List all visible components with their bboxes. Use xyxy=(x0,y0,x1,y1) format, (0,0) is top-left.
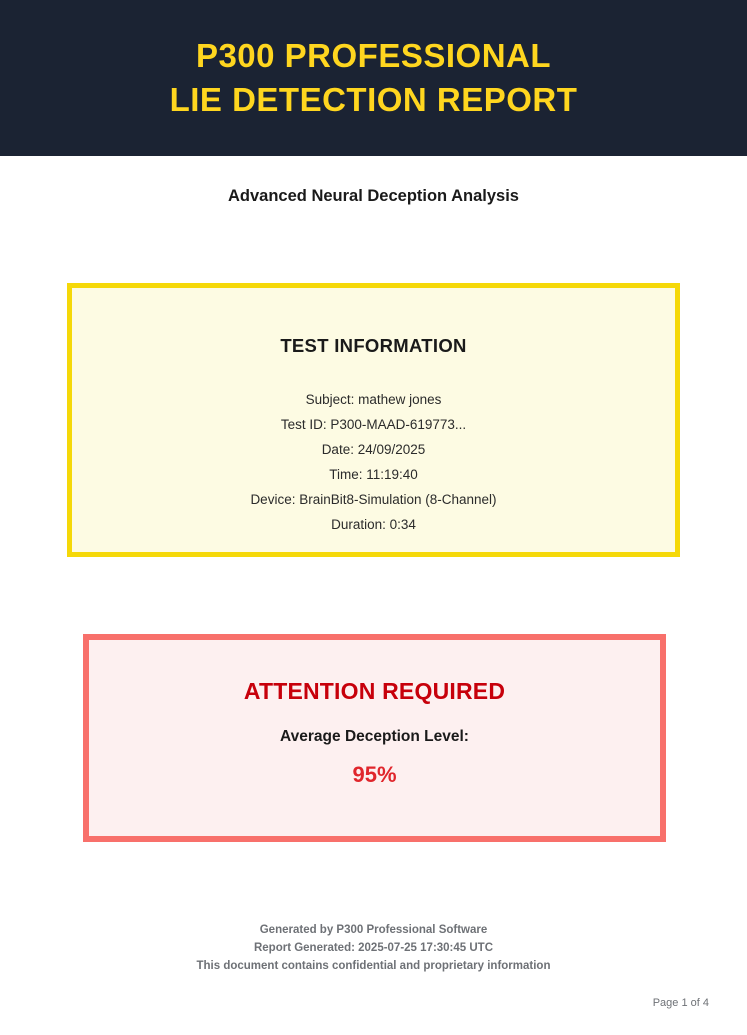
average-deception-level-value: 95% xyxy=(352,762,397,787)
footer-generated-timestamp: Report Generated: 2025-07-25 17:30:45 UTC xyxy=(253,942,494,954)
test-information-title: TEST INFORMATION xyxy=(280,335,467,356)
report-title-line-2: LIE DETECTION REPORT xyxy=(169,81,578,118)
attention-required-title: ATTENTION REQUIRED xyxy=(243,678,506,704)
test-information-time: Time: 11:19:40 xyxy=(329,467,418,482)
report-title-line-1: P300 PROFESSIONAL xyxy=(195,37,552,75)
footer-confidentiality-notice: This document contains confidential and proprietary information xyxy=(196,960,551,972)
test-information-date: Date: 24/09/2025 xyxy=(321,442,426,457)
report-header-banner xyxy=(0,0,747,156)
test-information-duration: Duration: 0:34 xyxy=(331,517,416,532)
average-deception-level-label: Average Deception Level: xyxy=(280,728,469,745)
test-information-subject: Subject: mathew jones xyxy=(305,392,442,407)
test-information-device: Device: BrainBit8-Simulation (8-Channel) xyxy=(250,492,497,507)
test-information-test-id: Test ID: P300-MAAD-619773... xyxy=(280,417,467,432)
attention-required-panel xyxy=(83,634,666,842)
page-number: Page 1 of 4 xyxy=(652,997,709,1009)
report-footer xyxy=(0,921,747,975)
report-subtitle: Advanced Neural Deception Analysis xyxy=(228,187,519,205)
footer-generated-by: Generated by P300 Professional Software xyxy=(259,924,488,936)
test-information-panel xyxy=(67,283,680,557)
test-information-list xyxy=(250,387,496,537)
